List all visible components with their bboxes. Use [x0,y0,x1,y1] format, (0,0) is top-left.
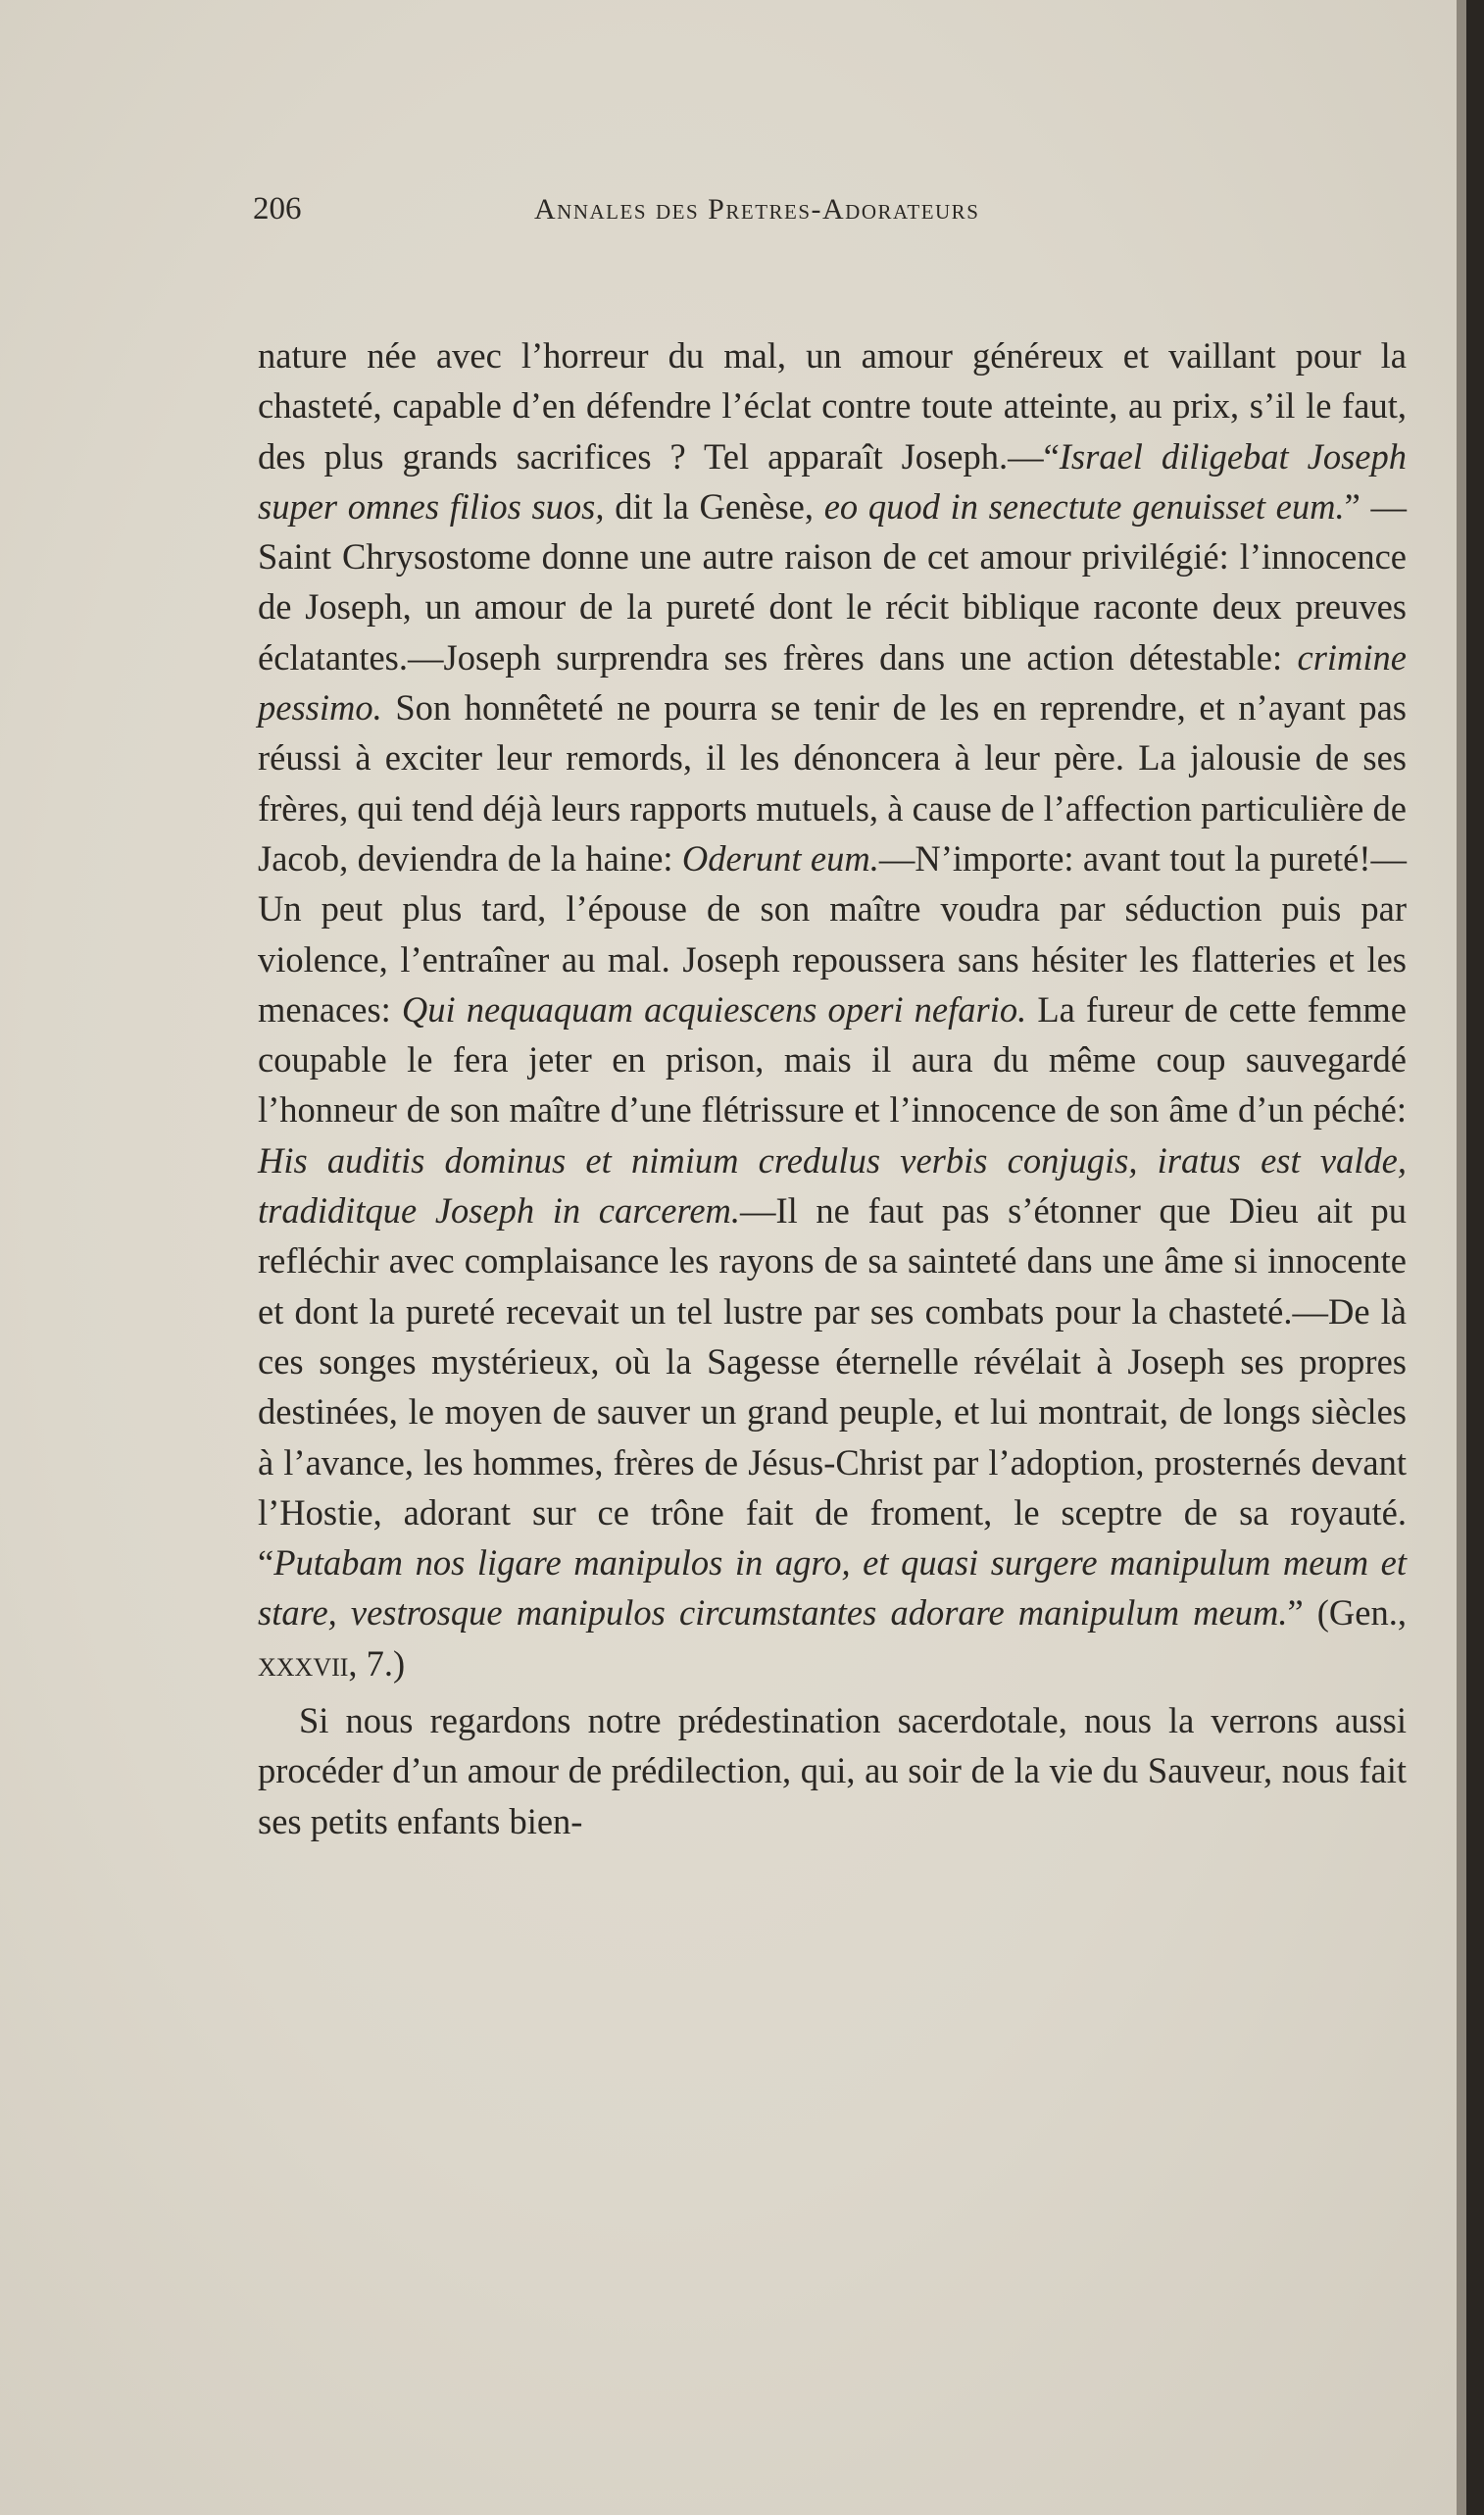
text-run: Son honnêteté ne pourra se tenir de les en reprendre, et n’ayant pas réussi à exciter leur remords, il les dénoncera à leur père. La jalousie de ses frères, qui tend déjà leurs rapports mutuels, à cause de l’affection particulière de Jacob, deviendra de la haine: [258,687,1407,879]
latin-quotation: Oderunt eum. [681,837,879,879]
text-run: —N’importe: avant tout la pureté!—Un peut plus tard, l’épouse de son maître voudra par séduction puis par violence, l’entraîner au mal. Joseph repoussera sans hésiter les flatteries et les menaces: [258,837,1407,1030]
page-header [253,191,1429,240]
body-text [258,330,1407,1846]
page-number: 206 [253,191,302,226]
text-run: dit la Genèse, [604,485,824,527]
chapter-numeral: xxxvii [258,1642,349,1684]
paragraph [258,330,1407,1688]
latin-quotation: His auditis dominus et nimium credulus verbis conjugis, iratus est valde, tradiditque Joseph in carcerem. [258,1139,1407,1232]
paragraph [258,1695,1407,1846]
text-run: —Il ne faut pas s’étonner que Dieu ait pu refléchir avec complaisance les rayons de sa sainteté dans une âme si innocente et dont la pureté recevait un tel lustre par ses combats pour la chasteté.—De là ces songes mystérieux, où la Sagesse éternelle révélait à Joseph ses propres destinées, le moyen de sauver un grand peuple, et lui montrait, de longs siècles à l’avance, les hommes, frères de Jésus-Christ par l’adoption, prosternés devant l’Hostie, adorant sur ce trône fait de froment, le sceptre de sa royauté. “ [258,1190,1407,1584]
latin-quotation: Israel diligebat Joseph super omnes filios suos, [258,435,1407,527]
text-run: Si nous regardons notre prédestination sacerdotale, nous la verrons aussi procéder d’un amour de prédilection, qui, au soir de la vie du Sauveur, nous fait ses petits enfants bien- [258,1700,1407,1841]
text-run: ” (Gen., [1287,1592,1407,1634]
text-run: La fureur de cette femme coupable le fera jeter en prison, mais il aura du même coup sauvegardé l’honneur de son maître d’une flétrissure et l’innocence de son âme d’un péché: [258,988,1407,1131]
latin-quotation: crimine pessimo. [258,636,1407,729]
text-run: , 7.) [348,1642,406,1684]
latin-quotation: eo quod in senectute genuisset eum. [823,485,1345,527]
latin-quotation: Qui nequaquam acquiescens operi nefario. [401,988,1027,1030]
text-run: ” —Saint Chrysostome donne une autre raison de cet amour privilégié: l’innocence de Joseph, un amour de la pureté dont le récit biblique raconte deux preuves éclatantes.—Joseph surprendra ses frères dans une action détestable: [258,485,1408,678]
running-head: Annales des Pretres-Adorateurs [534,193,980,226]
text-run: nature née avec l’horreur du mal, un amour généreux et vaillant pour la chasteté, capable d’en défendre l’éclat contre toute atteinte, au prix, s’il le faut, des plus grands sacrifices ? Tel apparaît Joseph.—“ [258,335,1407,477]
latin-quotation: Putabam nos ligare manipulos in agro, et quasi surgere manipulum meum et stare, vestrosque manipulos circumstantes adorare manipulum meum. [258,1542,1407,1634]
